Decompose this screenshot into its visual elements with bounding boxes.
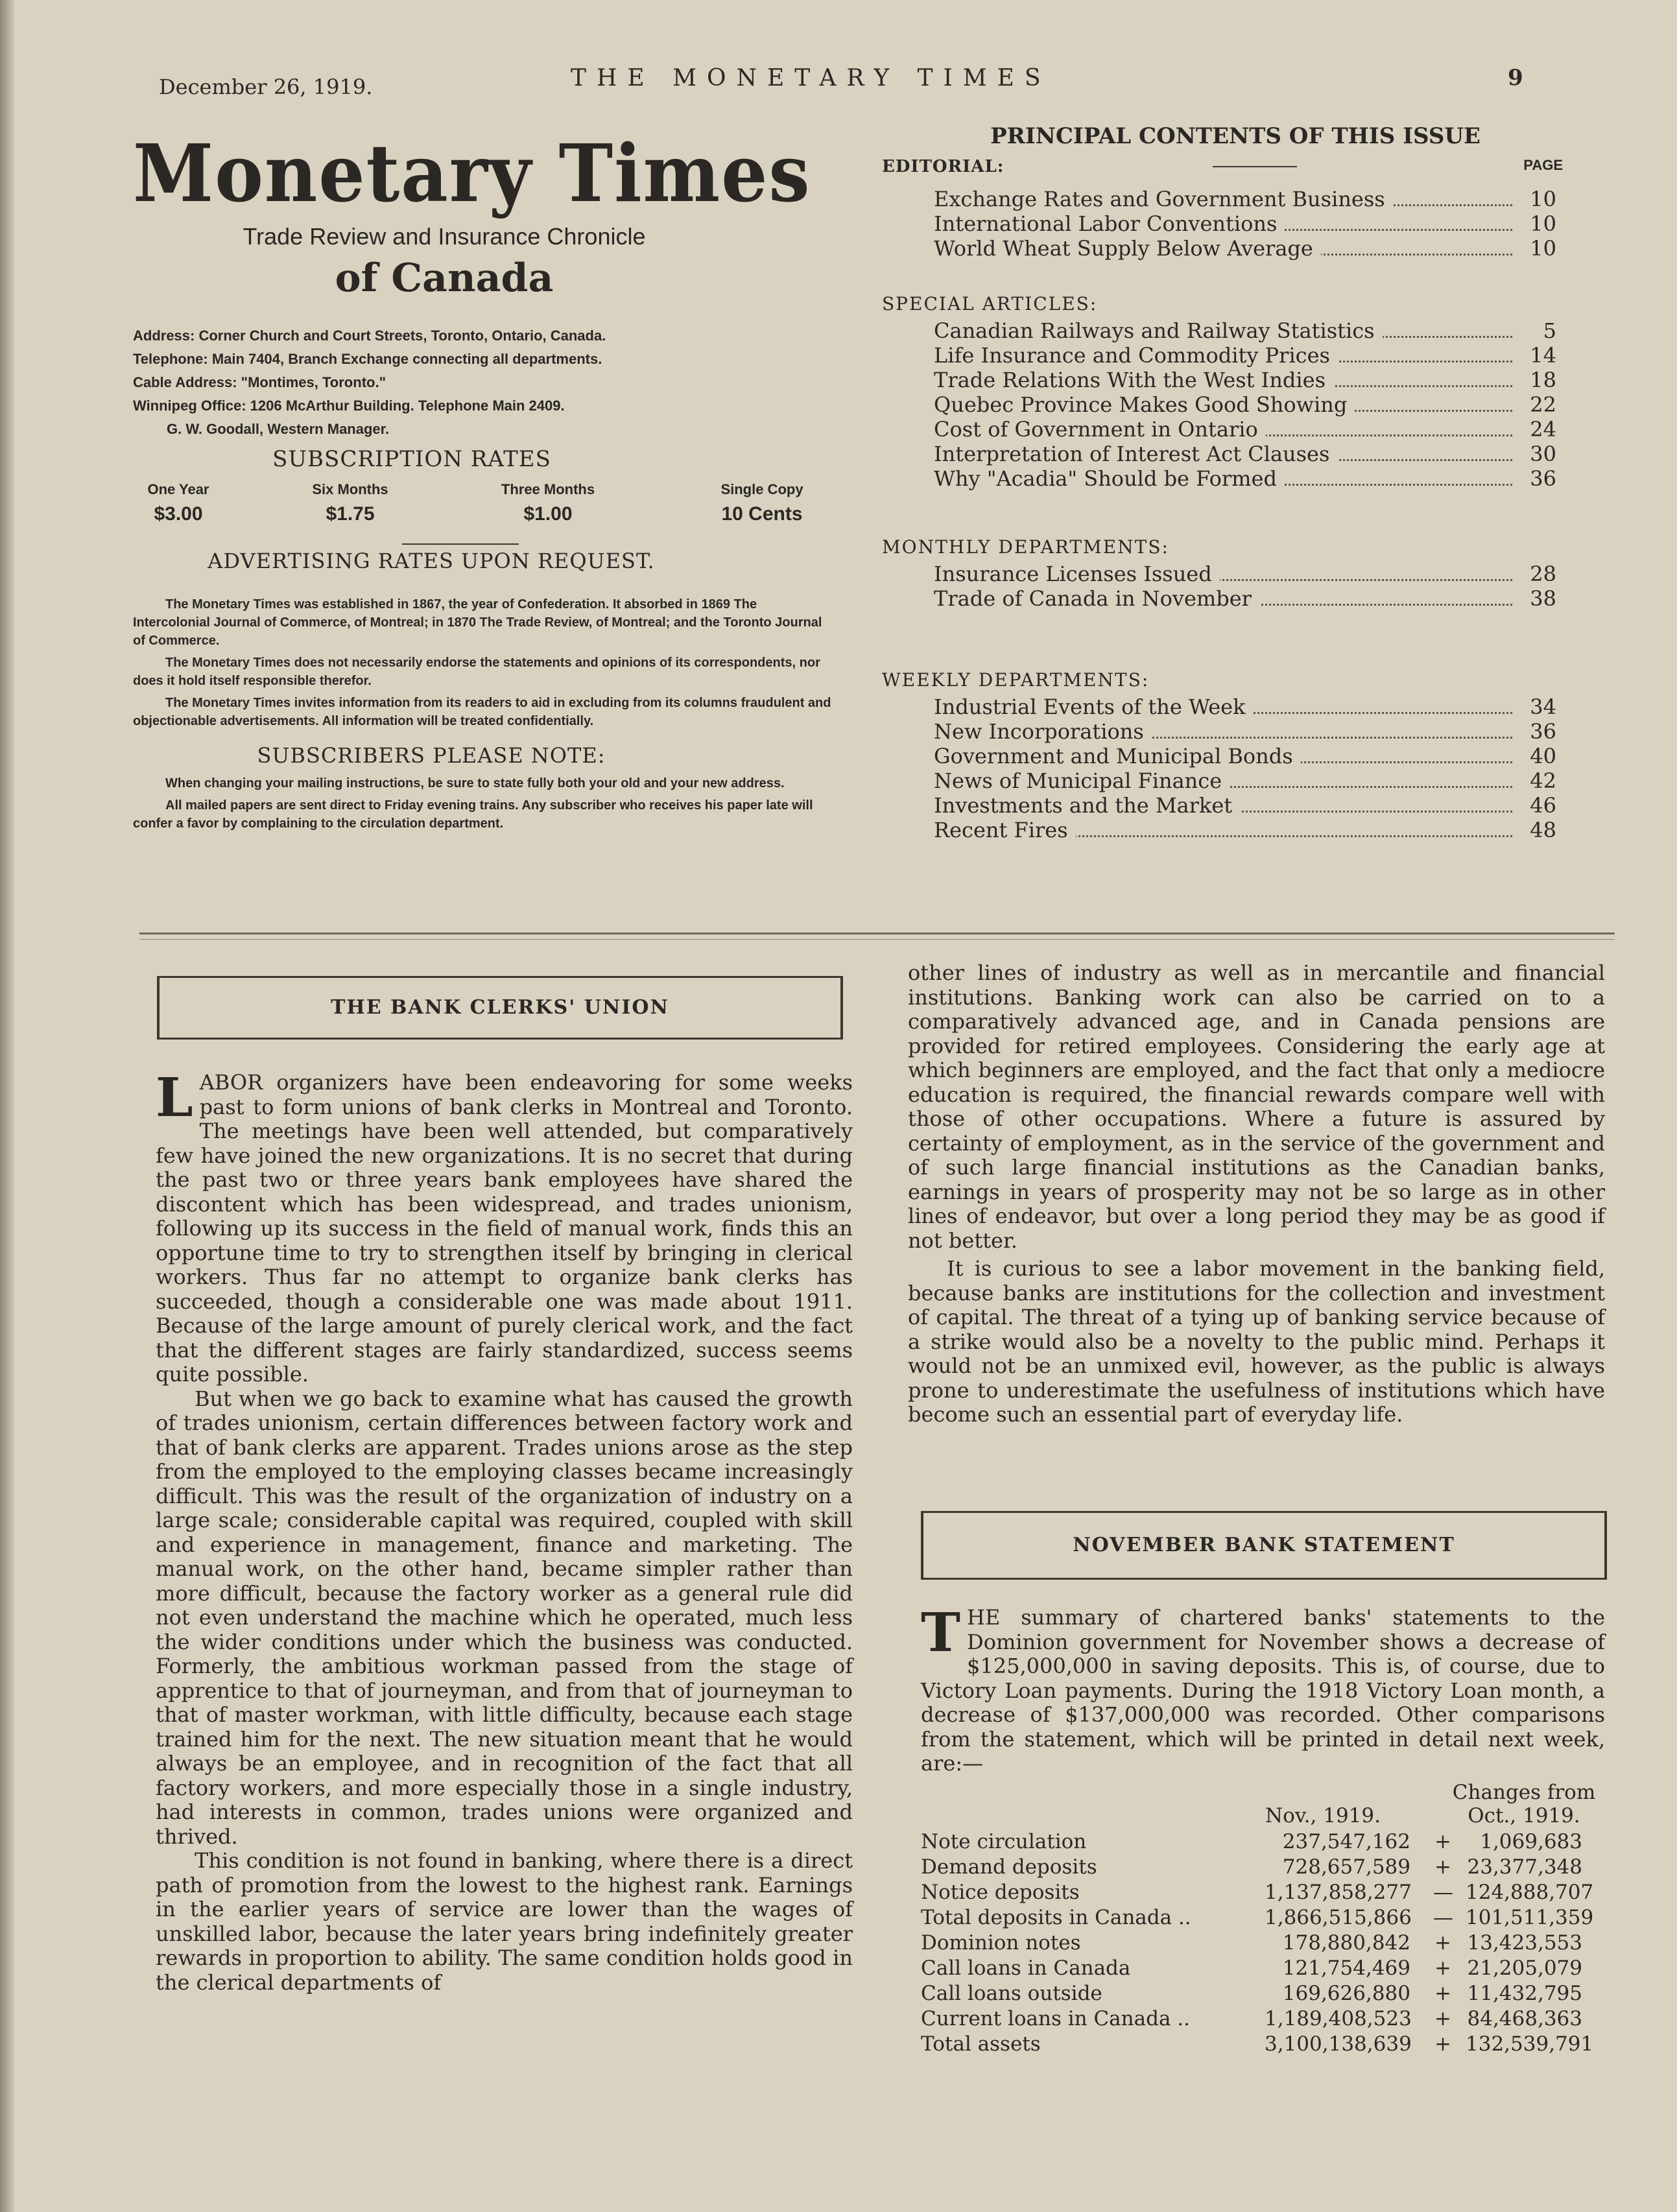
table-row: Note circulation 237,547,162 + 1,069,683: [921, 1829, 1582, 1853]
rule: [402, 543, 519, 545]
contents-item: Insurance Licenses Issued 28: [934, 562, 1556, 586]
note-paragraph: The Monetary Times invites information from its readers to aid in excluding from its columns fraudulent and objectionable advertisements. All information will be treated confidentially.: [133, 696, 831, 729]
rate-value: $1.75: [326, 503, 375, 525]
special-list: [934, 318, 1563, 491]
running-head: [0, 62, 1677, 101]
note-paragraph: When changing your mailing instructions, be sure to state fully both your old and your new address.: [165, 776, 785, 791]
rate-three-months: [486, 481, 610, 525]
masthead: [133, 126, 833, 837]
contents-item: Quebec Province Makes Good Showing 22: [934, 392, 1556, 417]
section-divider: [139, 939, 1615, 940]
note-paragraph: All mailed papers are sent direct to Friday evening trains. Any subscriber who receives his paper late will confer a favor by complaining to the circulation department.: [133, 798, 813, 831]
article-paragraph: [921, 1602, 1605, 1776]
table-of-contents: [882, 123, 1563, 842]
rate-one-year: [133, 481, 224, 525]
rate-six-months: [298, 481, 402, 525]
contents-item: New Incorporations 36: [934, 719, 1556, 744]
masthead-title: Monetary Times: [133, 126, 811, 220]
weekly-list: [934, 695, 1563, 842]
masthead-of-canada: of Canada: [335, 256, 554, 302]
table-row: Dominion notes 178,880,842 + 13,423,553: [921, 1931, 1582, 1955]
contents-item: Trade of Canada in November 38: [934, 586, 1556, 611]
article-bank-clerks-continued: [908, 961, 1605, 1427]
masthead-address: [133, 324, 833, 441]
article-bank-clerks: [156, 976, 853, 1995]
editorial-label: EDITORIAL:: [882, 157, 1005, 176]
contents-item: International Labor Conventions 10: [934, 211, 1556, 236]
article-heading: THE BANK CLERKS' UNION: [157, 976, 843, 1040]
address-line: Winnipeg Office: 1206 McArthur Building. Telephone Main 2409.: [133, 398, 565, 414]
contents-item: Cost of Government in Ontario 24: [934, 417, 1556, 442]
rate-value: 10 Cents: [721, 503, 803, 525]
contents-item: News of Municipal Finance 42: [934, 768, 1556, 793]
contents-item: Why "Acadia" Should be Formed 36: [934, 466, 1556, 491]
drop-cap: L: [156, 1067, 193, 1129]
page-number: 9: [1508, 65, 1523, 91]
contents-title: PRINCIPAL CONTENTS OF THIS ISSUE: [990, 123, 1481, 149]
table-row: Call loans in Canada 121,754,469 + 21,205,079: [921, 1956, 1582, 1980]
issue-date: December 26, 1919.: [159, 75, 373, 99]
weekly-label: WEEKLY DEPARTMENTS:: [882, 669, 1150, 691]
table-row: Total assets 3,100,138,639 + 132,539,791: [921, 2032, 1594, 2056]
masthead-subtitle: Trade Review and Insurance Chronicle: [243, 223, 646, 250]
address-line: Telephone: Main 7404, Branch Exchange connecting all departments.: [133, 351, 602, 368]
page-label: PAGE: [1523, 157, 1563, 173]
paragraph-text: HE summary of chartered banks' statements to the Dominion government for November shows a decrease of $125,000,000 in saving deposits. This is, of course, due to Victory Loan payments. During the 1918 Victory Loan month, a decrease of $137,000,000 was recorded. Other comparisons from the statement, which will be printed in detail next week, are:—: [921, 1605, 1605, 1776]
table-header: [921, 1780, 1605, 1803]
article-paragraph: [156, 1067, 853, 1387]
table-row: Current loans in Canada .. 1,189,408,523 + 84,468,363: [921, 2006, 1582, 2030]
subscription-title: SUBSCRIPTION RATES: [272, 446, 551, 473]
editorial-list: [934, 187, 1563, 261]
table-header: [921, 1803, 1605, 1829]
contents-item: Exchange Rates and Government Business 10: [934, 187, 1556, 211]
subscribers-note-title: SUBSCRIBERS PLEASE NOTE:: [257, 743, 606, 768]
note-paragraph: The Monetary Times does not necessarily endorse the statements and opinions of its correspondents, nor does it hold itself responsible therefor.: [133, 656, 820, 689]
rate-value: $3.00: [154, 503, 203, 525]
masthead-notes: [133, 595, 833, 730]
article-bank-statement: [921, 1511, 1605, 2057]
contents-item: Interpretation of Interest Act Clauses 30: [934, 442, 1556, 466]
contents-header: [882, 157, 1563, 183]
rate-label: Three Months: [501, 481, 595, 498]
paragraph-text: ABOR organizers have been endeavoring for some weeks past to form unions of bank clerks in Montreal and Toronto. The meetings have been well attended, but comparatively few have joined the new organizations. It is no secret that during the past two or three years bank employees have shared the discontent which has been widespread, and trades unionism, following up its success in the field of manual work, finds this an opportune time to try to strengthen itself by bringing in clerical workers. Thus far no attempt to organize bank clerks has succeeded, though a considerable one was made about 1911. Because of the large amount of purely clerical work, and the fact that the different stages are fairly standardized, success seems quite possible.: [156, 1070, 853, 1386]
advertising-notice: ADVERTISING RATES UPON REQUEST.: [208, 549, 655, 574]
contents-item: Recent Fires 48: [934, 818, 1556, 842]
journal-title: THE MONETARY TIMES: [571, 65, 1051, 91]
rate-label: Single Copy: [720, 481, 803, 498]
article-paragraph: other lines of industry as well as in mercantile and financial institutions. Banking work can also be carried on to a comparatively advanced age, and in Canada pensions are provided for retired employees. Considering the early age at which beginners are employed, and the fact that only a mediocre education is required, the financial rewards compare well with those of other occupations. Where a future is assured by certainty of employment, as in the service of the government and of such large financial institutions as the Canadian banks, earnings in years of prosperity may not be so large as in other lines of endeavor, but over a long period they may be as good if not better.: [908, 960, 1605, 1253]
table-row: Notice deposits 1,137,858,277 — 124,888,707: [921, 1880, 1594, 1904]
address-line: Address: Corner Church and Court Streets, Toronto, Ontario, Canada.: [133, 327, 606, 344]
rule: [1213, 166, 1297, 167]
contents-item: Investments and the Market 46: [934, 793, 1556, 818]
contents-item: Trade Relations With the West Indies 18: [934, 368, 1556, 392]
address-line: G. W. Goodall, Western Manager.: [167, 421, 390, 438]
rate-value: $1.00: [523, 503, 573, 525]
subscribers-notes: [133, 774, 833, 833]
contents-item: Industrial Events of the Week 34: [934, 695, 1556, 719]
rate-label: One Year: [147, 481, 209, 498]
note-paragraph: The Monetary Times was established in 1867, the year of Confederation. It absorbed in 1869 The Intercolonial Journal of Commerce, of Montreal; in 1870 The Trade Review, of Montreal; and the Toronto Journal of Commerce.: [133, 597, 822, 648]
rate-label: Six Months: [312, 481, 388, 498]
contents-item: Government and Municipal Bonds 40: [934, 744, 1556, 768]
bank-statement-table: [921, 1780, 1605, 2057]
drop-cap: T: [921, 1602, 961, 1664]
column-header: Nov., 1919.: [1265, 1803, 1381, 1827]
rate-single-copy: [704, 481, 820, 525]
column-header: Oct., 1919.: [1468, 1803, 1580, 1827]
address-line: Cable Address: "Montimes, Toronto.": [133, 374, 386, 391]
article-paragraph: This condition is not found in banking, where there is a direct path of promotion from the lowest to the highest rank. Earnings in the earlier years of service are lower than the wages of unskilled labor, because the later years bring indefinitely greater rewards in proportion to ability. The same condition holds good in the clerical departments of: [156, 1848, 853, 1995]
column-header: Changes from: [1452, 1780, 1596, 1804]
section-divider: [139, 933, 1615, 934]
monthly-label: MONTHLY DEPARTMENTS:: [882, 536, 1169, 558]
contents-item: Canadian Railways and Railway Statistics 5: [934, 318, 1556, 343]
subscription-rates: [133, 481, 833, 540]
contents-item: World Wheat Supply Below Average 10: [934, 236, 1556, 261]
monthly-list: [934, 562, 1563, 611]
article-paragraph: It is curious to see a labor movement in the banking field, because banks are institutions for the collection and investment of capital. The threat of a tying up of banking service because of a strike would also be a novelty to the public mind. Perhaps it would not be an unmixed evil, however, as the public is always prone to underestimate the usefulness of institutions which have become such an essential part of everyday life.: [908, 1256, 1605, 1427]
table-row: Call loans outside 169,626,880 + 11,432,795: [921, 1981, 1582, 2005]
contents-item: Life Insurance and Commodity Prices 14: [934, 343, 1556, 368]
page-edge: [0, 0, 14, 2212]
article-paragraph: But when we go back to examine what has caused the growth of trades unionism, certain differences between factory work and that of bank clerks are apparent. Trades unions arose as the step from the employed to the employing classes became increasingly difficult. This was the result of the organization of industry on a large scale; considerable capital was required, coupled with skill and experience in management, finance and marketing. The manual work, on the other hand, became simpler rather than more difficult, because the factory worker as a general rule did not even understand the machine which he operated, much less the wider conditions under which the business was conducted. Formerly, the ambitious workman passed from the stage of apprentice to that of journeyman, and from that of journeyman to that of master workman, with little difficulty, because each stage trained him for the next. The new situation meant that he would always be an employee, and in recognition of the fact that all factory workers, and more especially those in a single industry, had interests in common, trades unions were organized and thrived.: [156, 1386, 853, 1849]
table-row: Total deposits in Canada .. 1,866,515,866 — 101,511,359: [921, 1905, 1594, 1929]
special-label: SPECIAL ARTICLES:: [882, 293, 1098, 315]
table-row: Demand deposits 728,657,589 + 23,377,348: [921, 1855, 1582, 1879]
article-heading: NOVEMBER BANK STATEMENT: [921, 1511, 1607, 1580]
